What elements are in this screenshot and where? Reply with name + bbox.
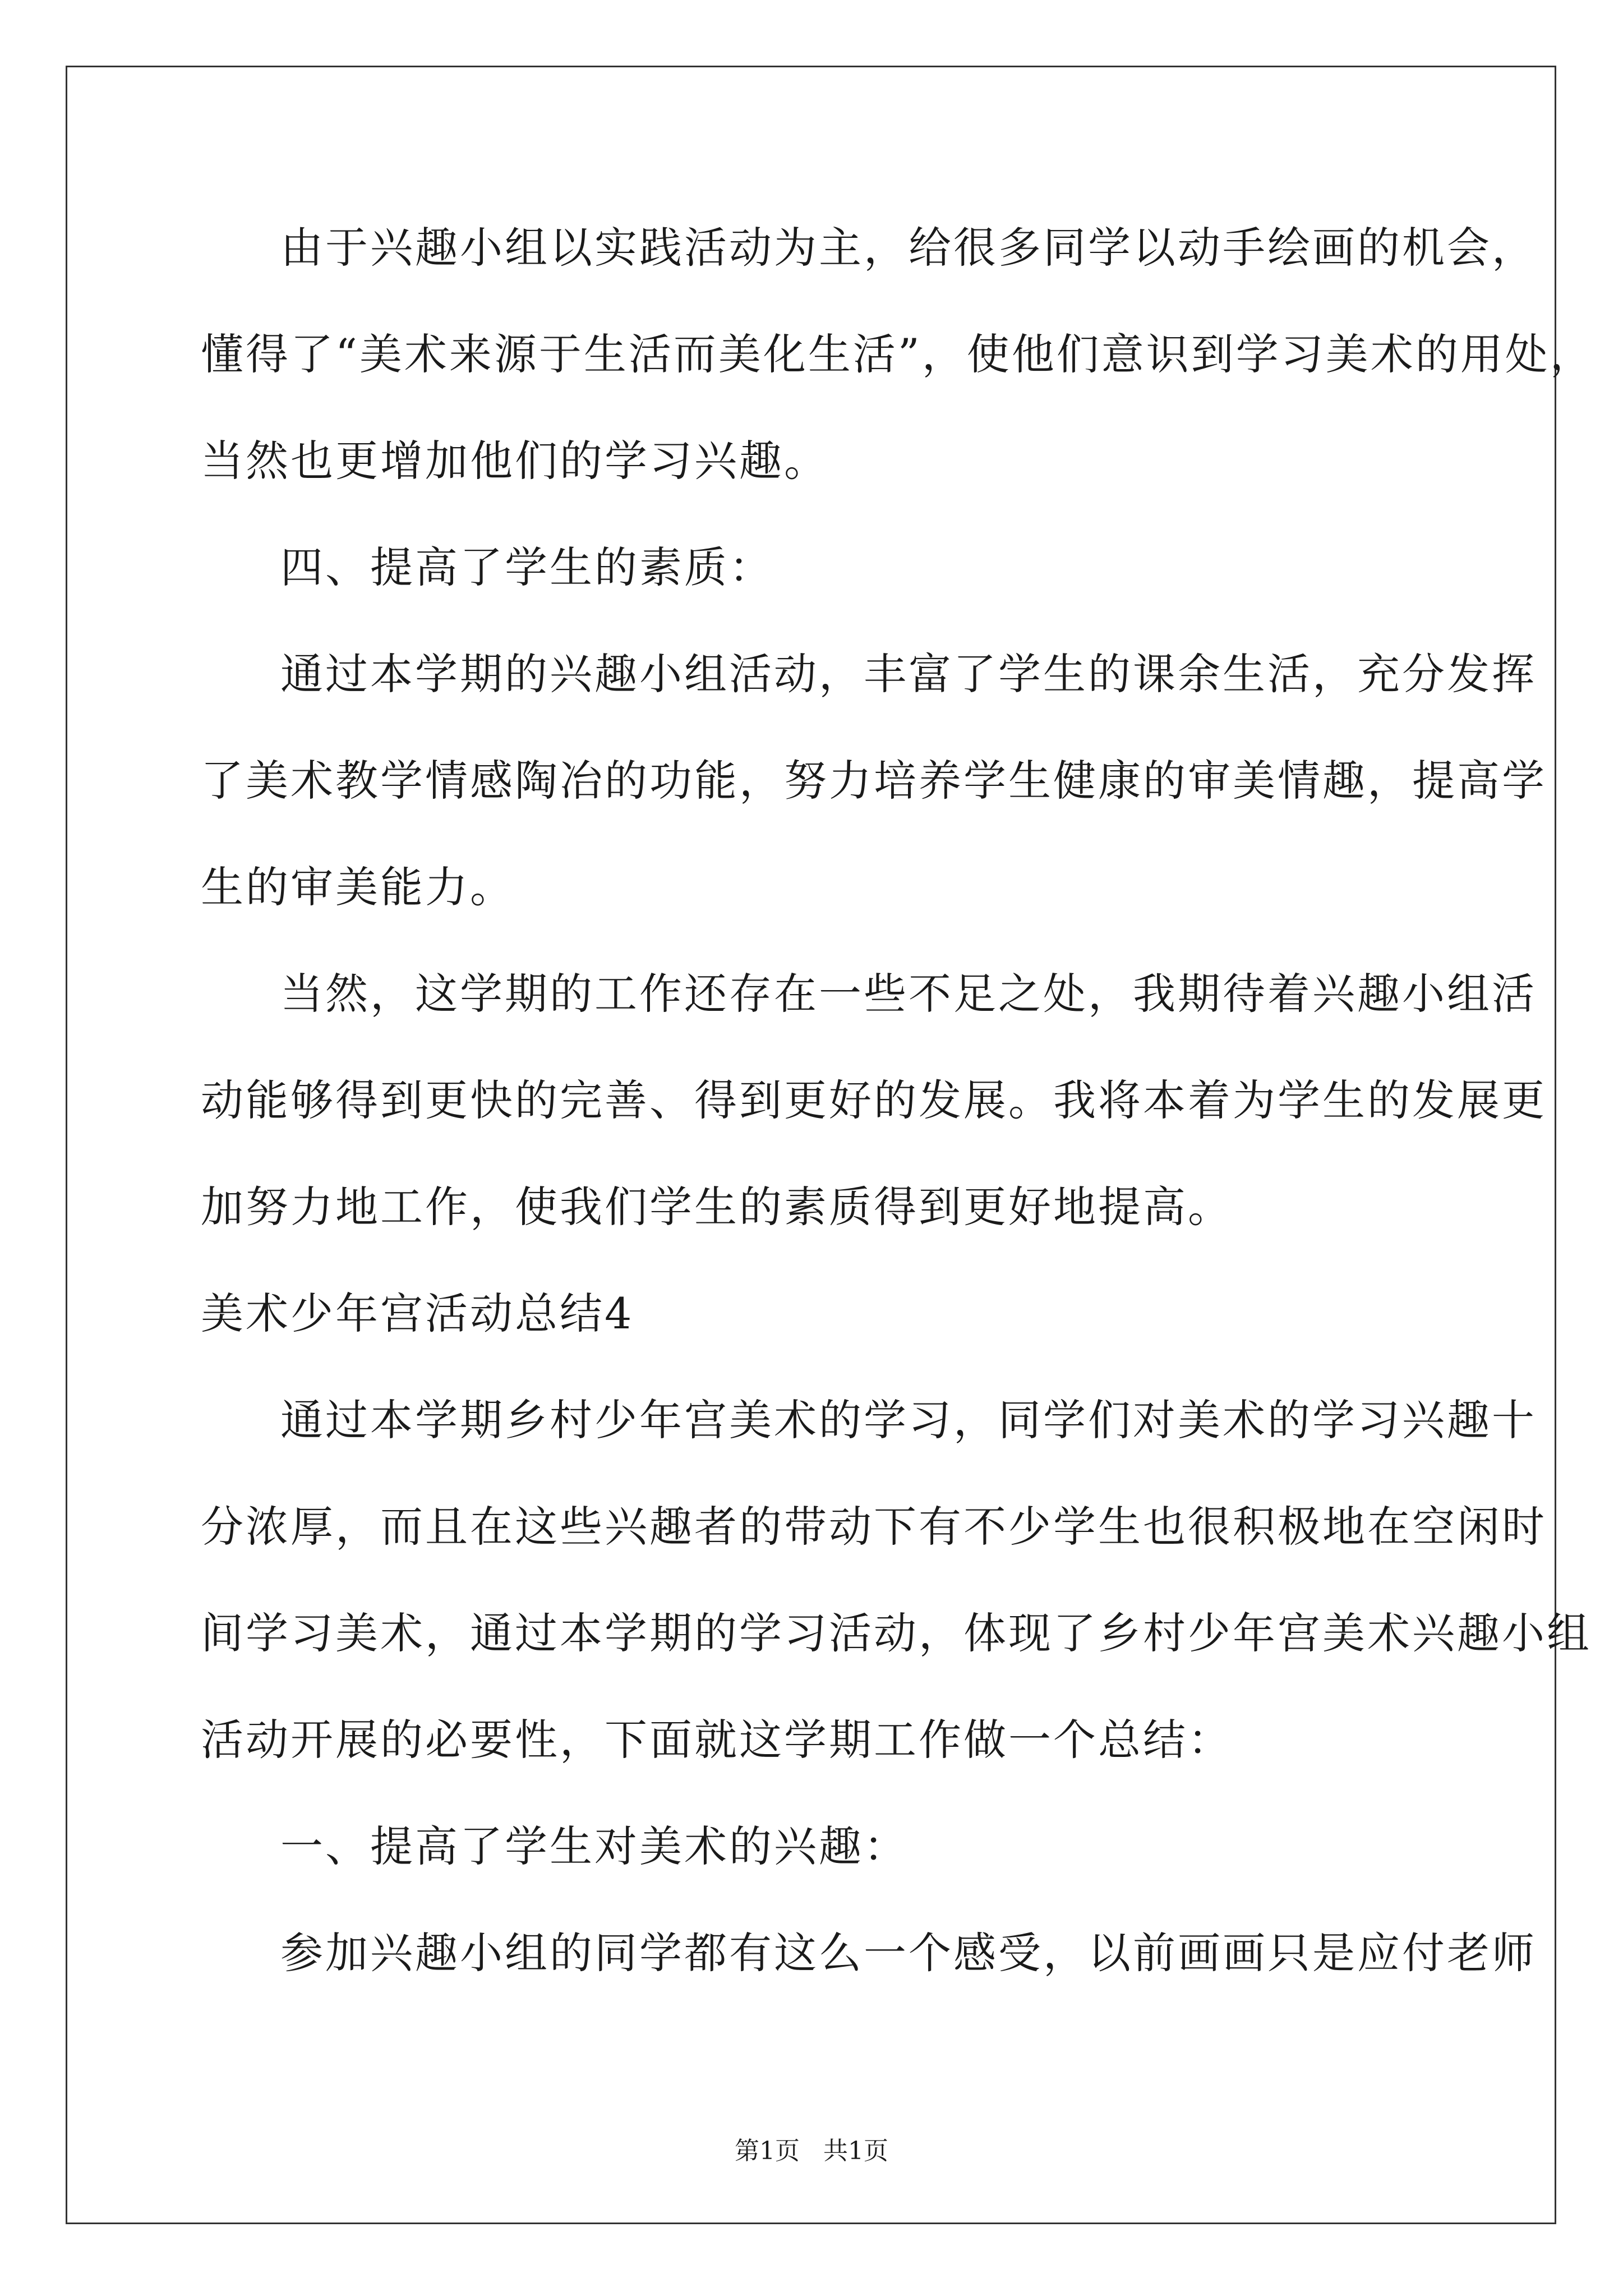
paragraph-line: 由于兴趣小组以实践活动为主，给很多同学以动手绘画的机会，: [280, 223, 1537, 273]
article-title: 美术少年宫活动总结4: [201, 1289, 634, 1338]
paragraph-line: 当然也更增加他们的学习兴趣。: [201, 436, 829, 486]
paragraph-line: 通过本学期的兴趣小组活动，丰富了学生的课余生活，充分发挥: [280, 649, 1537, 699]
paragraph-line: 活动开展的必要性，下面就这学期工作做一个总结：: [201, 1715, 1233, 1765]
page-border: [66, 66, 1595, 2224]
section-heading: 一、提高了学生对美术的兴趣：: [280, 1821, 909, 1871]
paragraph-line: 参加兴趣小组的同学都有这么一个感受，以前画画只是应付老师: [280, 1928, 1537, 1978]
section-heading: 四、提高了学生的素质：: [280, 542, 774, 592]
paragraph-line: 分浓厚，而且在这些兴趣者的带动下有不少学生也很积极地在空闲时: [201, 1502, 1547, 1552]
paragraph-line: 间学习美术，通过本学期的学习活动，体现了乡村少年宫美术兴趣小组: [201, 1608, 1592, 1658]
paragraph-line: 动能够得到更快的完善、得到更好的发展。我将本着为学生的发展更: [201, 1075, 1547, 1125]
paragraph-line: 生的审美能力。: [201, 862, 515, 912]
paragraph-line: 懂得了“美术来源于生活而美化生活”，使他们意识到学习美术的用处，: [201, 329, 1595, 379]
paragraph-line: 了美术教学情感陶冶的功能，努力培养学生健康的审美情趣，提高学: [201, 756, 1547, 806]
paragraph-line: 加努力地工作，使我们学生的素质得到更好地提高。: [201, 1182, 1233, 1232]
paragraph-line: 通过本学期乡村少年宫美术的学习，同学们对美术的学习兴趣十: [280, 1395, 1537, 1445]
paragraph-line: 当然，这学期的工作还存在一些不足之处，我期待着兴趣小组活: [280, 969, 1537, 1019]
page-footer: 第1页 共1页: [735, 2137, 888, 2165]
